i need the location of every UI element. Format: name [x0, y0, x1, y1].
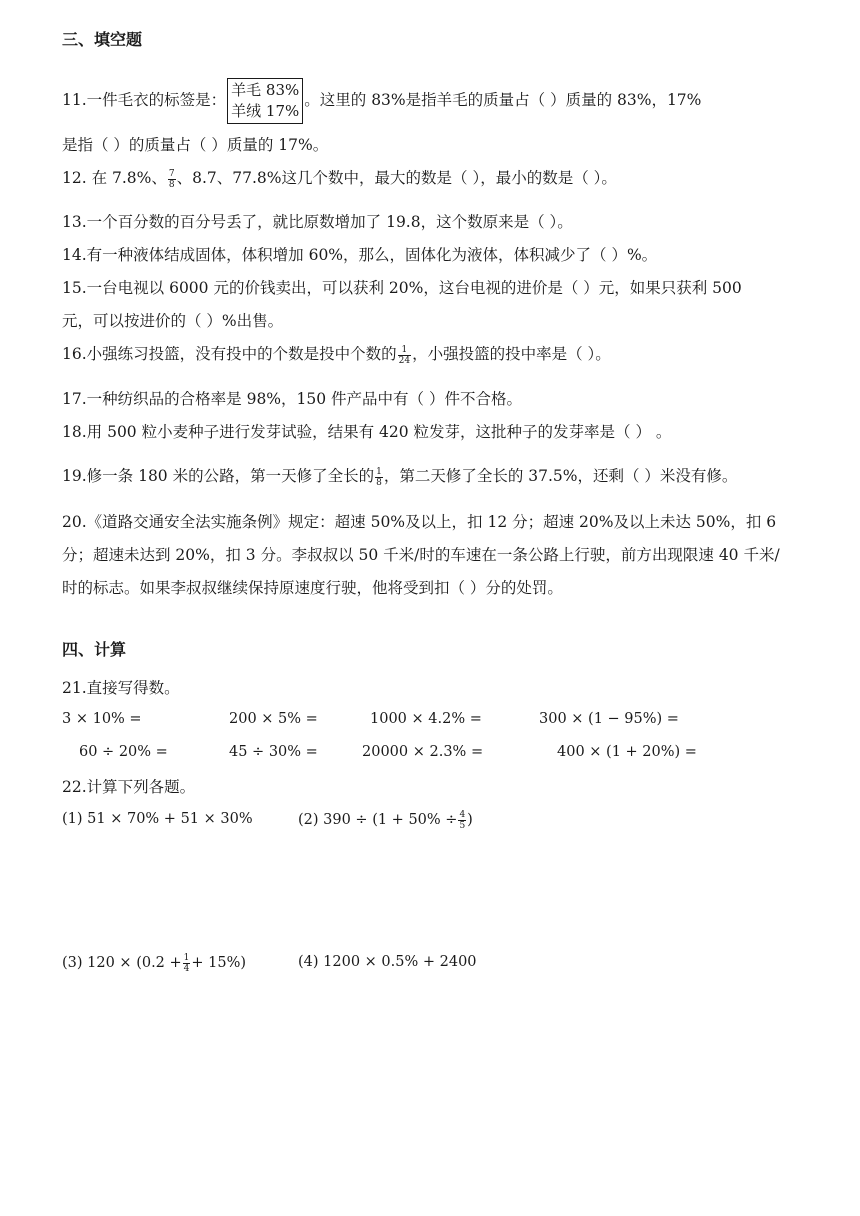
p3-text-b: + 15%): [191, 955, 247, 971]
section-title-fill-in: 三、填空题: [62, 30, 143, 49]
section-title-calculation: 四、计算: [62, 640, 127, 659]
frac-num: 1: [183, 952, 190, 963]
q19-text-b: ，第二天修了全长的 37.5%，还剩（ ）米没有修。: [383, 467, 738, 485]
question-14: 14.有一种液体结成固体，体积增加 60%，那么，固体化为液体，体积减少了（ ）%。: [62, 246, 658, 264]
frac-den: 4: [183, 963, 190, 974]
question-15-line2: 元，可以按进价的（ ）%出售。: [62, 312, 284, 330]
question-15-line1: 15.一台电视以 6000 元的价钱卖出，可以获利 20%，这台电视的进价是（ ）元，如果只获利 500: [62, 279, 742, 297]
question-18: 18.用 500 粒小麦种子进行发芽试验，结果有 420 粒发芽，这批种子的发芽率是（ ） 。: [62, 423, 672, 441]
oral-calc-4: 300 × (1 − 95%) =: [539, 711, 679, 727]
oral-calc-7: 20000 × 2.3% =: [362, 744, 484, 760]
oral-calc-1: 3 × 10% =: [62, 711, 142, 727]
frac-num: 4: [459, 809, 466, 820]
q19-text-a: 19.修一条 180 米的公路，第一天修了全长的: [62, 467, 375, 485]
fraction-7-8: [168, 169, 176, 190]
frac-den: 5: [459, 820, 466, 831]
oral-calc-8: 400 × (1 + 20%) =: [557, 744, 697, 760]
question-20-line2: 分；超速未达到 20%，扣 3 分。李叔叔以 50 千米/时的车速在一条公路上行驶，前方出现限速 40 千米/: [62, 546, 780, 564]
calc-problem-2: [298, 809, 473, 831]
frac-num: 7: [168, 168, 175, 179]
question-22-title: 22.计算下列各题。: [62, 778, 196, 796]
frac-num: 1: [398, 345, 411, 356]
q16-text-b: ，小强投篮的投中率是（ ）。: [412, 345, 611, 363]
p2-text-a: (2) 390 ÷ (1 + 50% ÷: [298, 812, 458, 828]
oral-calc-5: 60 ÷ 20% =: [79, 744, 168, 760]
frac-den: 8: [168, 179, 175, 190]
oral-calc-6: 45 ÷ 30% =: [229, 744, 318, 760]
oral-calc-2: 200 × 5% =: [229, 711, 318, 727]
question-16: [62, 344, 611, 366]
question-11: [62, 78, 701, 124]
question-21-title: 21.直接写得数。: [62, 679, 180, 697]
q16-text-a: 16.小强练习投篮，没有投中的个数是投中个数的: [62, 345, 397, 363]
q12-text-b: 、8.7、77.8%这几个数中，最大的数是（ ），最小的数是（ ）。: [176, 169, 617, 187]
oral-calc-3: 1000 × 4.2% =: [370, 711, 482, 727]
question-13: 13.一个百分数的百分号丢了，就比原数增加了 19.8，这个数原来是（ ）。: [62, 213, 573, 231]
calc-problem-4: (4) 1200 × 0.5% + 2400: [298, 954, 477, 970]
fraction-4-5: [458, 810, 466, 831]
question-20-line1: 20.《道路交通安全法实施条例》规定：超速 50%及以上，扣 12 分；超速 20%及以上未达 50%，扣 6: [62, 513, 777, 531]
question-20-line3: 时的标志。如果李叔叔继续保持原速度行驶，他将受到扣（ ）分的处罚。: [62, 579, 563, 597]
fraction-1-4: [183, 953, 191, 974]
p3-text-a: (3) 120 × (0.2 +: [62, 955, 182, 971]
q11-prefix: 11.一件毛衣的标签是：: [62, 91, 227, 109]
calc-problem-1: (1) 51 × 70% + 51 × 30%: [62, 811, 253, 827]
p2-text-b: ): [467, 812, 473, 828]
tag-wool: 羊毛 83%: [231, 81, 300, 99]
frac-num: 1: [376, 466, 382, 477]
fraction-1-24: [398, 345, 411, 366]
fraction-1-8: [375, 467, 383, 488]
question-17: 17.一种纺织品的合格率是 98%，150 件产品中有（ ）件不合格。: [62, 390, 522, 408]
frac-den: 8: [376, 477, 382, 488]
tag-cashmere: 羊绒 17%: [231, 102, 300, 120]
question-12: [62, 168, 617, 190]
frac-den: 24: [398, 355, 411, 366]
calc-problem-3: [62, 952, 246, 974]
sweater-tag-label: [227, 78, 303, 124]
q12-text-a: 12. 在 7.8%、: [62, 169, 167, 187]
question-19: [62, 466, 737, 488]
question-11-cont: 是指（ ）的质量占（ ）质量的 17%。: [62, 136, 329, 154]
q11-mid: 。这里的 83%是指羊毛的质量占（ ）质量的 83%，17%: [304, 91, 702, 109]
